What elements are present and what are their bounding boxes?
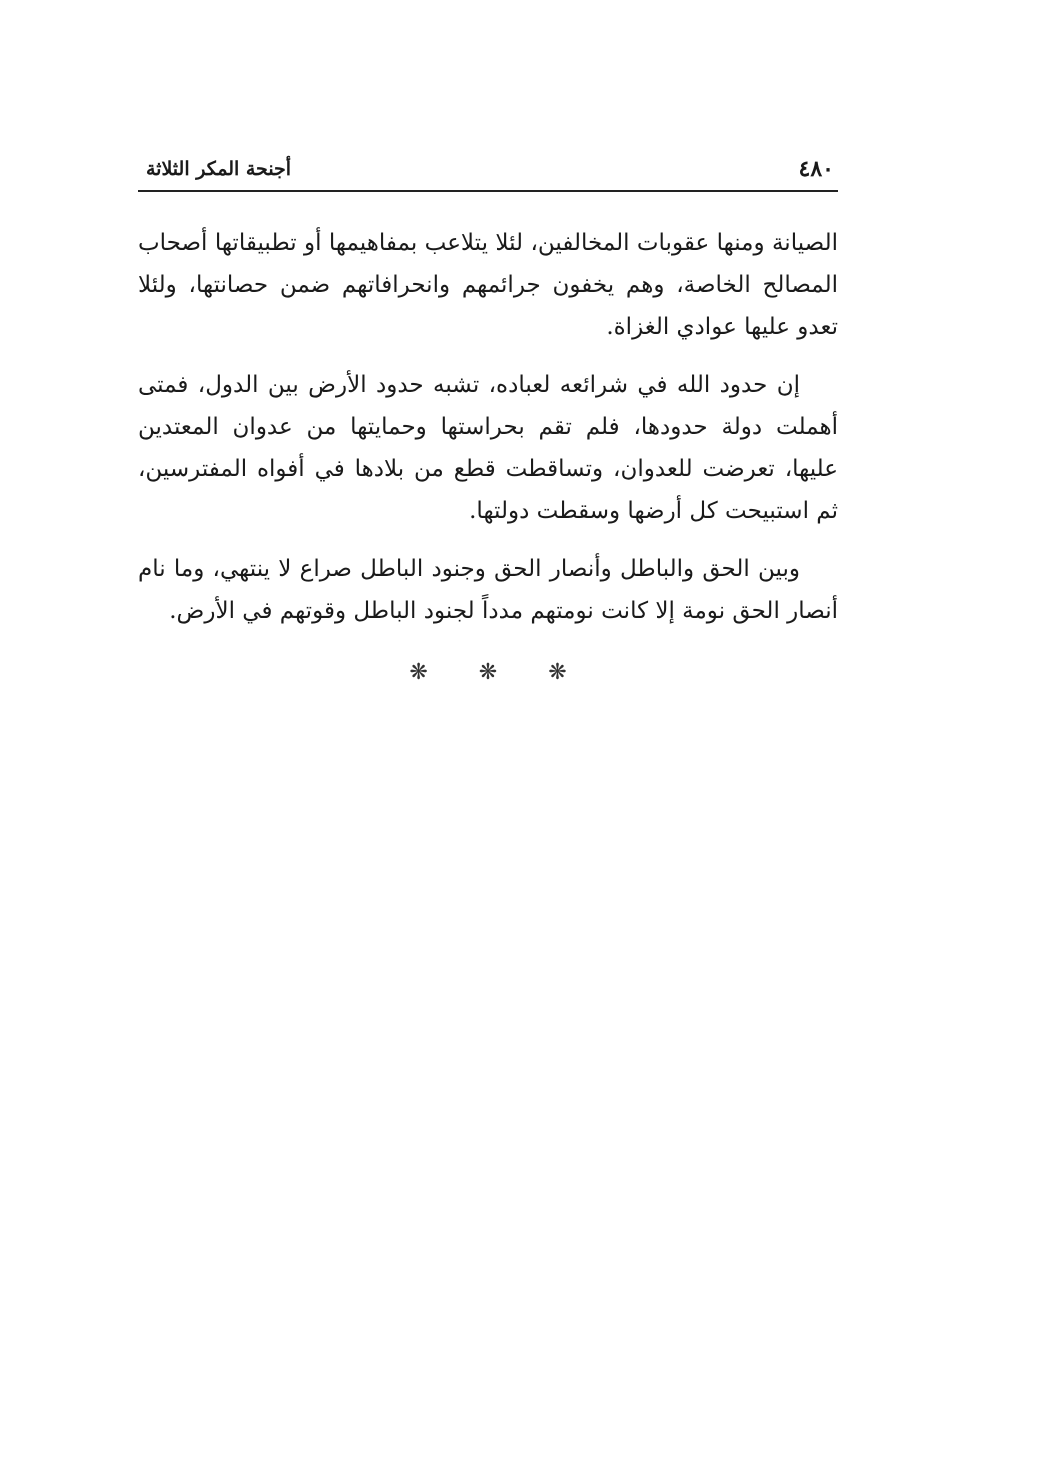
book-title: أجنحة المكر الثلاثة: [146, 158, 292, 180]
paragraph: وبين الحق والباطل وأنصار الحق وجنود الباطل صراع لا ينتهي، وما نام أنصار الحق نومة إلا كانت نومتهم مدداً لجنود الباطل وقوتهم في الأرض.: [138, 556, 838, 624]
paragraph: إن حدود الله في شرائعه لعباده، تشبه حدود الأرض بين الدول، فمتى أهملت دولة حدودها، فلم تقم بحراستها وحمايتها من عدوان المعتدين عليها، تعرضت للعدوان، وتساقطت قطع من بلادها في أفواه المفترسين، ثم استبيحت كل أرضها وسقطت دولتها.: [138, 372, 838, 524]
asterism-icon: ❋: [548, 660, 567, 685]
asterism-icon: ❋: [478, 660, 498, 685]
body-text: [138, 222, 838, 648]
running-header: [138, 156, 838, 192]
paragraph-continuation: الصيانة ومنها عقوبات المخالفين، لئلا يتلاعب بمفاهيمها أو تطبيقاتها أصحاب المصالح الخاصة، وهم يخفون جرائمهم وانحرافاتهم ضمن حصانتها، ولئلا تعدو عليها عوادي الغزاة.: [138, 230, 838, 340]
page-number: ٤٨٠: [798, 156, 834, 182]
asterism-icon: ❋: [409, 660, 428, 685]
section-separator: [138, 660, 838, 685]
